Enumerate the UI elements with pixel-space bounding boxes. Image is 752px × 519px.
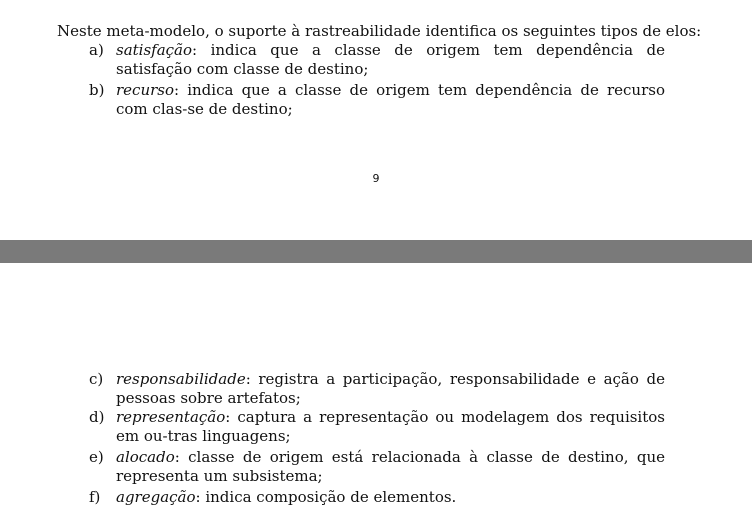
list-item-label: d) [89,408,105,426]
list-item-text: : indica que a classe de origem tem dependência de recurso com clas-se de destino; [116,81,665,118]
list-item-d [89,408,665,446]
list-item-e [89,448,665,486]
list-item-term: responsabilidade [116,370,246,388]
list-item-body [116,41,665,79]
list-item-text: : indica que a classe de origem tem dependência de satisfação com classe de destino; [116,41,665,78]
page-number: 9 [372,172,380,185]
list-item-label: a) [89,41,104,59]
intro-paragraph: Neste meta-modelo, o suporte à rastreabilidade identifica os seguintes tipos de elos: [57,22,702,40]
list-item-term: agregação [116,488,196,506]
list-item-text: : classe de origem está relacionada à classe de destino, que representa um subsistema; [116,448,665,485]
list-item-term: satisfação [116,41,193,59]
list-item-term: representação [116,408,226,426]
list-item-b [89,81,665,119]
list-item-body [116,488,665,507]
list-item-label: e) [89,448,104,466]
list-item-label: b) [89,81,105,99]
list-item-body [116,81,665,119]
list-item-term: recurso [116,81,175,99]
document-page-bottom [0,263,752,519]
document-page-top [0,0,752,240]
list-item-term: alocado [116,448,175,466]
list-item-label: f) [89,488,101,506]
list-item-label: c) [89,370,104,388]
page-divider [0,240,752,263]
list-item-text: : registra a participação, responsabilidade e ação de pessoas sobre artefatos; [116,370,665,407]
list-item-c [89,370,665,408]
list-item-body [116,408,665,446]
list-item-text: : captura a representação ou modelagem dos requisitos em ou-tras linguagens; [116,408,665,445]
list-item-a [89,41,665,79]
list-item-f [89,488,665,507]
list-item-body [116,370,665,408]
list-item-text: : indica composição de elementos. [195,488,457,506]
list-item-body [116,448,665,486]
